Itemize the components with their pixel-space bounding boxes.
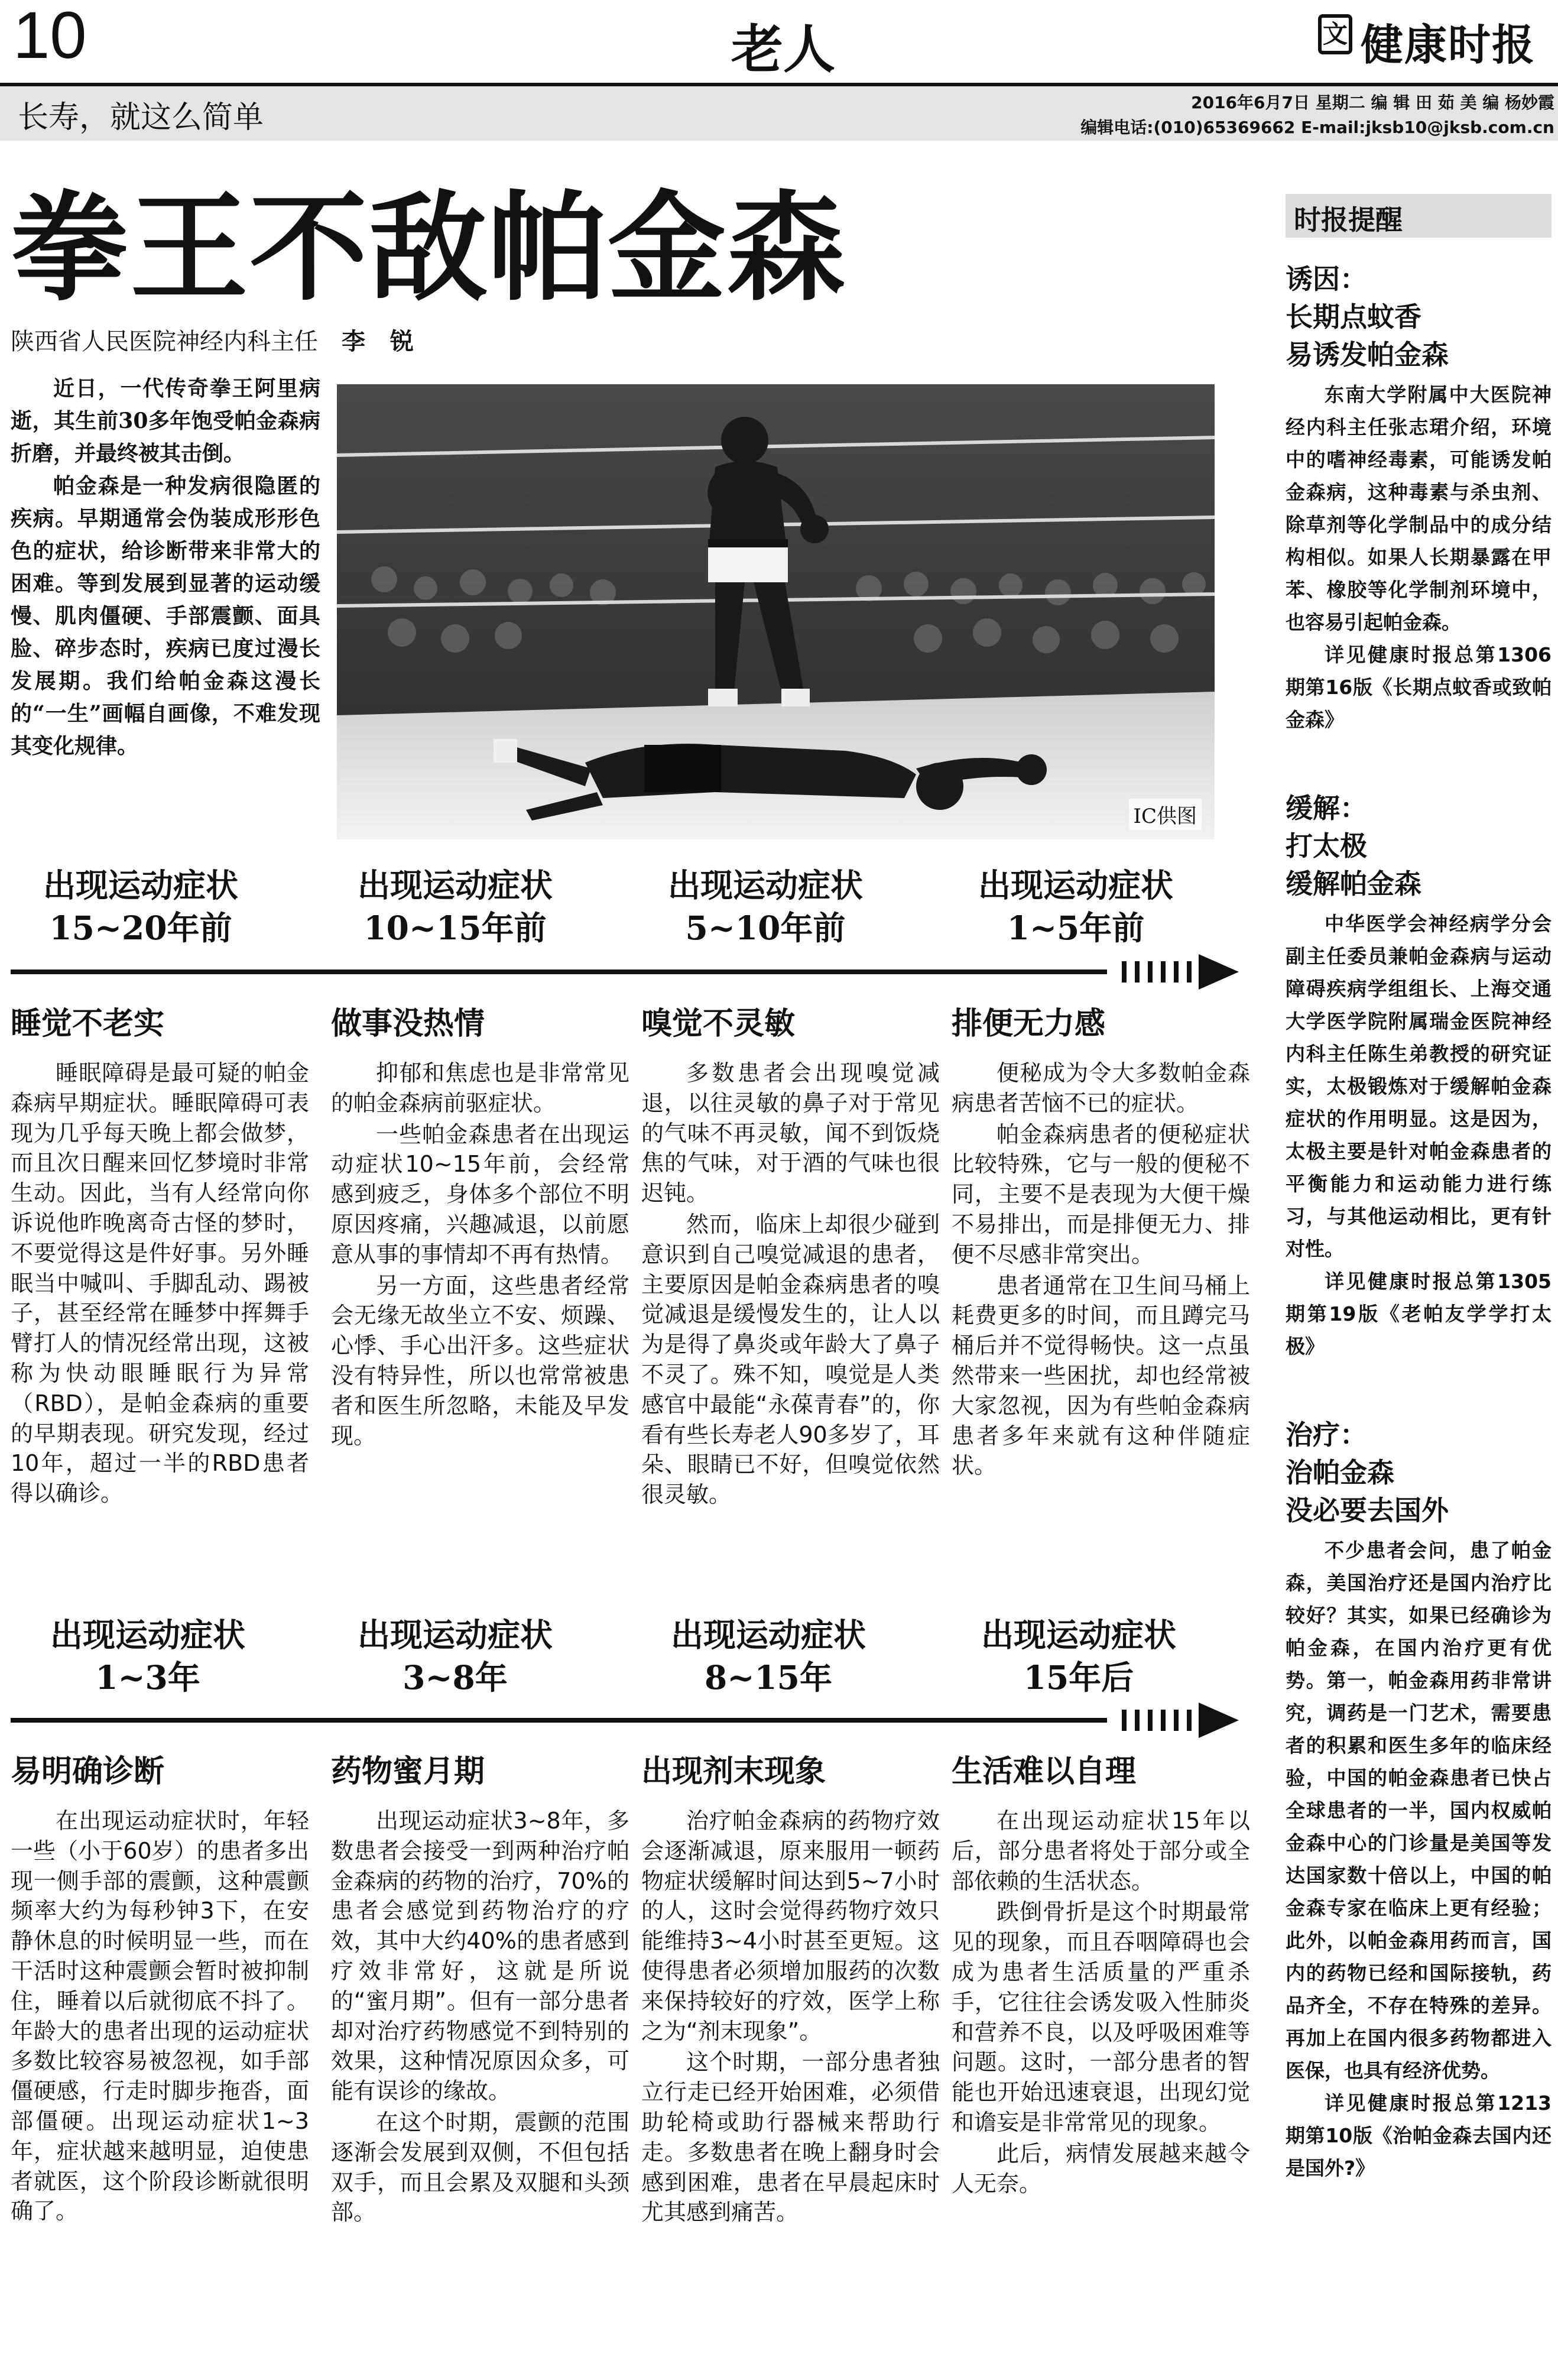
stage-label: 出现运动症状 bbox=[670, 1616, 866, 1654]
sidebar-topic bbox=[1286, 1416, 1551, 1529]
topic-title: 没必要去国外 bbox=[1286, 1494, 1449, 1526]
stage-label: 出现运动症状 bbox=[978, 866, 1173, 904]
stage-time: 15~20年前 bbox=[49, 909, 232, 947]
section-subtitle: 嗅觉不灵敏 bbox=[641, 1006, 796, 1042]
stage-label: 出现运动症状 bbox=[50, 1616, 245, 1654]
body-paragraph: 帕金森病患者的便秘症状比较特殊，它与一般的便秘不同，主要不是表现为大便干燥不易排出，而是排便无力、排便不尽感非常突出。 bbox=[952, 1121, 1250, 1267]
stage-label: 出现运动症状 bbox=[357, 866, 553, 904]
section-subtitle: 药物蜜月期 bbox=[331, 1754, 485, 1789]
page-number: 10 bbox=[13, 0, 87, 72]
body-paragraph: 此后，病情发展越来越令人无奈。 bbox=[952, 2140, 1250, 2197]
sidebar-header-label: 时报提醒 bbox=[1294, 204, 1403, 236]
editor-contact: 编辑电话:(010)65369662 E-mail:jksb10@jksb.com.cn bbox=[1080, 118, 1554, 137]
issue-info: 2016年6月7日 星期二 编 辑 田 茹 美 编 杨妙霞 bbox=[1191, 93, 1554, 112]
stage-time: 1~3年 bbox=[95, 1658, 200, 1697]
section-body bbox=[641, 1806, 940, 2227]
topic-title: 打太极 bbox=[1286, 830, 1367, 862]
stage-heading bbox=[955, 1614, 1203, 1699]
timeline-arrow bbox=[11, 1703, 1240, 1738]
stage-heading bbox=[24, 1614, 272, 1699]
stage-label: 出现运动症状 bbox=[43, 866, 238, 904]
sidebar-body bbox=[1286, 907, 1551, 1363]
sidebar-reminders bbox=[1286, 177, 1551, 2365]
sidebar-topic bbox=[1286, 260, 1551, 374]
article-headline: 拳王不敌帕金森 bbox=[11, 179, 847, 317]
sidebar-reference: 详见健康时报总第1213期第10版《治帕金森去国内还是国外?》 bbox=[1286, 2092, 1551, 2180]
photo-credit: IC供图 bbox=[1129, 799, 1202, 830]
topic-tag: 缓解： bbox=[1286, 792, 1367, 824]
sidebar-topic bbox=[1286, 789, 1551, 903]
section-body bbox=[641, 1058, 940, 1510]
stage-heading bbox=[952, 864, 1200, 949]
body-paragraph: 在出现运动症状15年以后，部分患者将处于部分或全部依赖的生活状态。 bbox=[952, 1808, 1250, 1894]
section-body bbox=[952, 1058, 1250, 1481]
section-body bbox=[11, 1058, 309, 1509]
body-paragraph: 患者通常在卫生间马桶上耗费更多的时间，而且蹲完马桶后并不觉得畅快。这一点虽然带来一些困扰，却也经常被大家忽视，因为有些帕金森病患者多年来就有这种伴随症状。 bbox=[952, 1272, 1250, 1479]
stage-label: 出现运动症状 bbox=[357, 1616, 553, 1654]
sidebar-reference: 详见健康时报总第1305期第19版《老帕友学学打太极》 bbox=[1286, 1270, 1551, 1358]
body-paragraph: 睡眠障碍是最可疑的帕金森病早期症状。睡眠障碍可表现为几乎每天晚上都会做梦，而且次日醒来回忆梦境时非常生动。因此，当有人经常向你诉说他昨晚离奇古怪的梦时，不要觉得这是件好事。另外睡眠当中喊叫、手脚乱动、踢被子，甚至经常在睡梦中挥舞手臂打人的情况经常出现，这被称为快动眼睡眠行为异常（RBD），是帕金森病的重要的早期表现。研究发现，经过10年，超过一半的RBD患者得以确诊。 bbox=[11, 1060, 309, 1507]
stage-time: 3~8年 bbox=[403, 1658, 508, 1697]
stage-heading bbox=[17, 864, 265, 949]
byline-author: 李 锐 bbox=[342, 328, 422, 355]
newspaper-masthead bbox=[1318, 11, 1554, 70]
stage-heading bbox=[331, 1614, 579, 1699]
stage-label: 出现运动症状 bbox=[981, 1616, 1176, 1654]
masthead-logo-icon: 文 bbox=[1318, 14, 1352, 54]
topic-title: 易诱发帕金森 bbox=[1286, 339, 1449, 371]
timeline-dashes bbox=[1122, 961, 1199, 983]
section-subtitle: 睡觉不老实 bbox=[11, 1006, 165, 1042]
section-subtitle: 排便无力感 bbox=[952, 1006, 1106, 1042]
lead-paragraph: 近日，一代传奇拳王阿里病逝，其生前30多年饱受帕金森病折磨，并最终被其击倒。 bbox=[11, 376, 320, 466]
body-paragraph: 然而，临床上却很少碰到意识到自己嗅觉减退的患者，主要原因是帕金森病患者的嗅觉减退是缓慢发生的，让人以为是得了鼻炎或年龄大了鼻子不灵了。殊不知，嗅觉是人类感官中最能“永葆青春”的，你看有些长寿老人90多岁了，耳朵、眼睛已不好，但嗅觉依然很灵敏。 bbox=[641, 1211, 940, 1508]
byline-affiliation: 陕西省人民医院神经内科主任 bbox=[11, 328, 318, 355]
topic-title: 长期点蚊香 bbox=[1286, 301, 1421, 333]
section-subtitle: 生活难以自理 bbox=[952, 1754, 1137, 1789]
topic-tag: 诱因： bbox=[1286, 263, 1367, 295]
timeline-line bbox=[11, 1718, 1107, 1723]
sidebar-body bbox=[1286, 378, 1551, 736]
arrow-right-icon bbox=[1199, 954, 1239, 990]
body-paragraph: 治疗帕金森病的药物疗效会逐渐减退，原来服用一顿药物症状缓解时间达到5~7小时的人，这时会觉得药物疗效只能维持3~4小时甚至更短。这使得患者必须增加服药的次数来保持较好的疗效，医学上称之为“剂末现象”。 bbox=[641, 1808, 940, 2044]
sidebar-paragraph: 东南大学附属中大医院神经内科主任张志珺介绍，环境中的嗜神经毒素，可能诱发帕金森病，这种毒素与杀虫剂、除草剂等化学制品中的成分结构相似。如果人长期暴露在甲苯、橡胶等化学制剂环境中，也容易引起帕金森。 bbox=[1286, 383, 1551, 634]
column-slogan: 长寿，就这么简单 bbox=[18, 100, 264, 135]
sidebar-paragraph: 中华医学会神经病学分会副主任委员兼帕金森病与运动障碍疾病学组组长、上海交通大学医学院附属瑞金医院神经内科主任陈生弟教授的研究证实，太极锻炼对于缓解帕金森症状的作用明显。这是因为，太极主要是针对帕金森患者的平衡能力和运动能力进行练习，与其他运动相比，更有针对性。 bbox=[1286, 912, 1551, 1260]
body-paragraph: 出现运动症状3~8年，多数患者会接受一到两种治疗帕金森病的药物的治疗，70%的患者会感觉到药物治疗的疗效，其中大约40%的患者感到疗效非常好，这就是所说的“蜜月期”。但有一部分患者却对治疗药物感觉不到特别的效果，这种情况原因众多，可能有误诊的缘故。 bbox=[331, 1808, 629, 2105]
section-subtitle: 做事没热情 bbox=[331, 1006, 485, 1042]
timeline-line bbox=[11, 969, 1107, 974]
body-paragraph: 在这个时期，震颤的范围逐渐会发展到双侧，不但包括双手，而且会累及双腿和头颈部。 bbox=[331, 2109, 629, 2226]
topic-title: 治帕金森 bbox=[1286, 1457, 1394, 1489]
boxing-photo-image bbox=[337, 384, 1215, 839]
section-body bbox=[331, 1806, 629, 2227]
body-paragraph: 便秘成为令大多数帕金森病患者苦恼不已的症状。 bbox=[952, 1060, 1250, 1116]
body-paragraph: 另一方面，这些患者经常会无缘无故坐立不安、烦躁、心悸、手心出汗多。这些症状没有特异性，所以也常常被患者和医生所忽略，未能及早发现。 bbox=[331, 1272, 629, 1449]
stage-heading bbox=[331, 864, 579, 949]
body-paragraph: 多数患者会出现嗅觉减退，以往灵敏的鼻子对于常见的气味不再灵敏，闻不到饭烧焦的气味，对于酒的气味也很迟钝。 bbox=[641, 1060, 940, 1207]
boxing-photo bbox=[337, 384, 1215, 839]
topic-tag: 治疗： bbox=[1286, 1419, 1367, 1451]
stage-label: 出现运动症状 bbox=[667, 866, 863, 904]
article-lead bbox=[11, 372, 320, 763]
sidebar-reference: 详见健康时报总第1306期第16版《长期点蚊香或致帕金森》 bbox=[1286, 643, 1551, 731]
body-paragraph: 在出现运动症状时，年轻一些（小于60岁）的患者多出现一侧手部的震颤，这种震颤频率大约为每秒钟3下，在安静休息的时候明显一些，而在干活时这种震颤会暂时被抑制住，睡着以后就彻底不抖了。年龄大的患者出现的运动症状多数比较容易被忽视，如手部僵硬感，行走时脚步拖沓，面部僵硬。出现运动症状1~3年，症状越来越明显，迫使患者就医，这个阶段诊断就很明确了。 bbox=[11, 1808, 309, 2225]
section-title: 老人 bbox=[731, 18, 835, 80]
stage-time: 1~5年前 bbox=[1007, 909, 1145, 947]
timeline-dashes bbox=[1122, 1710, 1199, 1731]
stage-time: 5~10年前 bbox=[685, 909, 846, 947]
section-subtitle: 出现剂末现象 bbox=[641, 1754, 826, 1789]
body-paragraph: 抑郁和焦虑也是非常常见的帕金森病前驱症状。 bbox=[331, 1060, 629, 1116]
stage-heading bbox=[641, 864, 890, 949]
byline bbox=[11, 323, 422, 356]
stage-time: 8~15年 bbox=[705, 1658, 832, 1697]
body-paragraph: 这个时期，一部分患者独立行走已经开始困难，必须借助轮椅或助行器械来帮助行走。多数患者在晚上翻身时会感到困难，患者在早晨起床时尤其感到痛苦。 bbox=[641, 2049, 940, 2226]
body-paragraph: 一些帕金森患者在出现运动症状10~15年前，会经常感到疲乏，身体多个部位不明原因疼痛，兴趣减退，以前愿意从事的事情却不再有热情。 bbox=[331, 1121, 629, 1267]
masthead-name: 健康时报 bbox=[1361, 20, 1536, 70]
section-body bbox=[11, 1806, 309, 2226]
arrow-right-icon bbox=[1199, 1703, 1239, 1738]
section-subtitle: 易明确诊断 bbox=[11, 1754, 165, 1789]
sidebar-header bbox=[1286, 194, 1551, 238]
section-body bbox=[331, 1058, 629, 1451]
timeline-arrow bbox=[11, 954, 1240, 990]
section-body bbox=[952, 1806, 1250, 2199]
stage-heading bbox=[644, 1614, 892, 1699]
sidebar-body bbox=[1286, 1534, 1551, 2184]
body-paragraph: 跌倒骨折是这个时期最常见的现象，而且吞咽障碍也会成为患者生活质量的严重杀手，它往往会诱发吸入性肺炎和营养不良，以及呼吸困难等问题。这时，一部分患者的智能也开始迅速衰退，出现幻觉和谵妄是非常常见的现象。 bbox=[952, 1899, 1250, 2135]
stage-time: 10~15年前 bbox=[363, 909, 547, 947]
stage-time: 15年后 bbox=[1023, 1658, 1134, 1697]
sidebar-paragraph: 不少患者会问，患了帕金森，美国治疗还是国内治疗比较好？其实，如果已经确诊为帕金森，在国内治疗更有优势。第一，帕金森用药非常讲究，调药是一门艺术，需要患者的积累和医生多年的临床经验，中国的帕金森患者已快占全球患者的一半，国内权威帕金森中心的门诊量是美国等发达国家数十倍以上，中国的帕金森专家在临床上更有经验；此外，以帕金森用药而言，国内的药物已经和国际接轨，药品齐全，不存在特殊的差异。再加上在国内很多药物都进入医保，也具有经济优势。 bbox=[1286, 1539, 1551, 2082]
lead-paragraph: 帕金森是一种发病很隐匿的疾病。早期通常会伪装成形形色色的症状，给诊断带来非常大的困难。等到发展到显著的运动缓慢、肌肉僵硬、手部震颤、面具脸、碎步态时，疾病已度过漫长发展期。我们给帕金森这漫长的“一生”画幅自画像，不难发现其变化规律。 bbox=[11, 474, 320, 758]
topic-title: 缓解帕金森 bbox=[1286, 868, 1421, 900]
